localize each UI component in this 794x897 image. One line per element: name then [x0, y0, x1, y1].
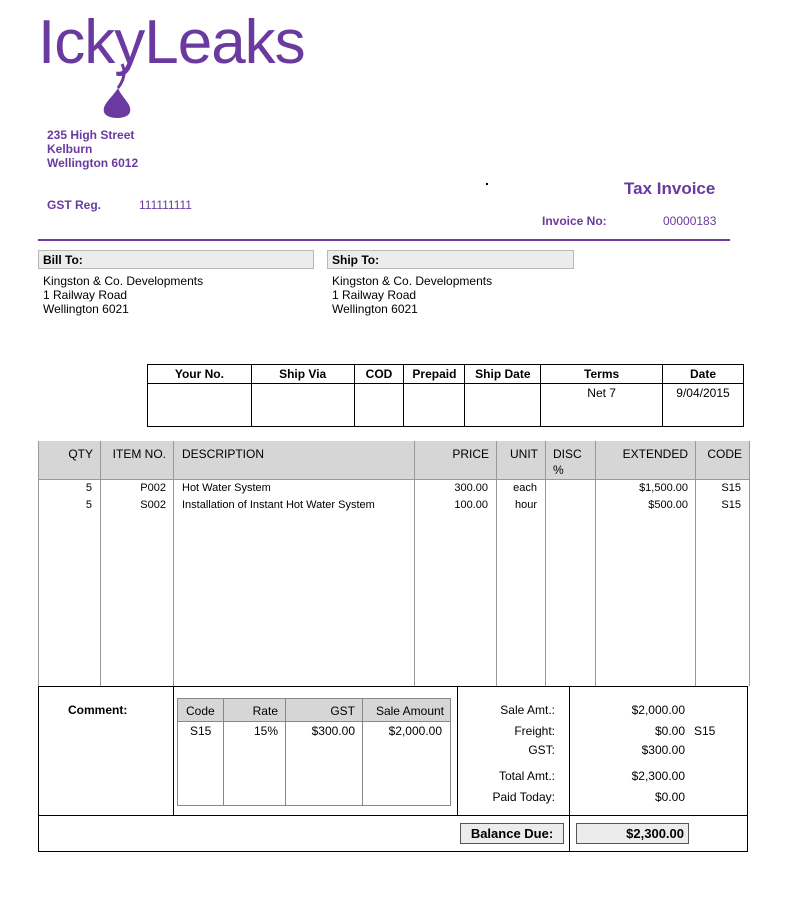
sale-amt-value: $2,000.00 [631, 703, 685, 717]
total-amt-label: Total Amt.: [498, 769, 555, 783]
terms-value: Net 7 [541, 384, 663, 427]
footer-divider [39, 815, 747, 816]
freight-label: Freight: [514, 724, 555, 738]
item-unit: each [513, 482, 537, 494]
gst-amount-header: GST [330, 704, 355, 718]
prepaid-header: Prepaid [404, 365, 465, 384]
date-value: 9/04/2015 [663, 384, 744, 427]
item-no-header: ITEM NO. [112, 447, 166, 461]
item-description: Installation of Instant Hot Water System [182, 499, 375, 511]
dot-mark [486, 183, 488, 185]
company-address [47, 128, 138, 170]
shipping-info-table [147, 364, 744, 427]
bill-to-header: Bill To: [38, 250, 314, 269]
date-header: Date [663, 365, 744, 384]
disc-header [553, 446, 582, 478]
address-line: 235 High Street [47, 128, 135, 142]
balance-due-label: Balance Due: [460, 823, 564, 844]
line-items-table [38, 441, 750, 686]
bill-to-line: Kingston & Co. Developments [43, 274, 204, 288]
item-unit: hour [514, 499, 537, 511]
item-no: S002 [140, 499, 166, 511]
item-code: S15 [721, 482, 741, 494]
bill-to-line: 1 Railway Road [43, 288, 128, 302]
ship-to-line: 1 Railway Road [332, 288, 417, 302]
terms-header: Terms [541, 365, 663, 384]
gst-reg-label: GST Reg. [47, 198, 102, 212]
item-description: Hot Water System [182, 482, 271, 494]
disc-header-percent: % [553, 463, 564, 477]
drop-logo-icon [98, 62, 142, 122]
gst-reg-value: 111111111 [139, 198, 192, 212]
item-extended: $1,500.00 [639, 482, 688, 494]
col-unit [496, 441, 546, 686]
footer-divider [457, 687, 458, 815]
price-header: PRICE [452, 447, 489, 461]
col-item-no [100, 441, 174, 686]
gst-sale-amount-header: Sale Amount [375, 704, 444, 718]
qty-header: QTY [68, 447, 93, 461]
address-line: Wellington 6012 [47, 156, 139, 170]
gst-summary-table [177, 698, 451, 806]
sale-amt-label: Sale Amt.: [500, 703, 555, 717]
cod-value [354, 384, 404, 427]
ship-date-value [465, 384, 541, 427]
disc-header-line: DISC [553, 447, 582, 461]
your-no-header: Your No. [148, 365, 252, 384]
paid-today-label: Paid Today: [492, 790, 555, 804]
paid-today-value: $0.00 [654, 790, 685, 804]
ship-to-line: Kingston & Co. Developments [332, 274, 493, 288]
ship-date-header: Ship Date [465, 365, 541, 384]
gst-code-header: Code [186, 704, 215, 718]
gst-rate-header: Rate [252, 704, 278, 718]
bill-to-address [43, 274, 203, 316]
item-code: S15 [721, 499, 741, 511]
extended-header: EXTENDED [622, 447, 688, 461]
company-logo: IckyLeaks [38, 8, 305, 77]
gst-code-value: S15 [190, 724, 212, 738]
ship-to-header: Ship To: [327, 250, 574, 269]
invoice-number: 00000183 [663, 214, 717, 228]
item-qty: 5 [85, 499, 92, 511]
cod-header: COD [354, 365, 404, 384]
col-extended [595, 441, 696, 686]
bill-to-line: Wellington 6021 [43, 302, 129, 316]
prepaid-value [404, 384, 465, 427]
balance-due-value: $2,300.00 [576, 823, 689, 844]
gst-total-label: GST: [528, 743, 555, 757]
ship-to-address [332, 274, 492, 316]
item-price: 100.00 [454, 499, 488, 511]
total-amt-value: $2,300.00 [631, 769, 685, 783]
ship-via-header: Ship Via [251, 365, 354, 384]
comment-label: Comment: [68, 703, 128, 717]
ship-via-value [251, 384, 354, 427]
freight-value: $0.00 [654, 724, 685, 738]
col-price [414, 441, 497, 686]
item-qty: 5 [85, 482, 92, 494]
unit-header: UNIT [510, 447, 538, 461]
footer-divider [173, 687, 174, 815]
code-header: CODE [707, 447, 742, 461]
description-header: DESCRIPTION [182, 447, 265, 461]
freight-code: S15 [694, 724, 716, 738]
address-line: Kelburn [47, 142, 93, 156]
your-no-value [148, 384, 252, 427]
gst-amount-value: $300.00 [311, 724, 355, 738]
col-qty [39, 441, 101, 686]
gst-sale-amount-value: $2,000.00 [388, 724, 442, 738]
gst-total-value: $300.00 [641, 743, 685, 757]
header-divider [38, 239, 730, 241]
col-description [173, 441, 415, 686]
invoice-title: Tax Invoice [624, 179, 716, 198]
item-no: P002 [140, 482, 166, 494]
item-extended: $500.00 [648, 499, 688, 511]
invoice-number-label: Invoice No: [542, 214, 607, 228]
item-price: 300.00 [454, 482, 488, 494]
footer-divider [569, 687, 570, 851]
ship-to-line: Wellington 6021 [332, 302, 418, 316]
gst-rate-value: 15% [253, 724, 278, 738]
